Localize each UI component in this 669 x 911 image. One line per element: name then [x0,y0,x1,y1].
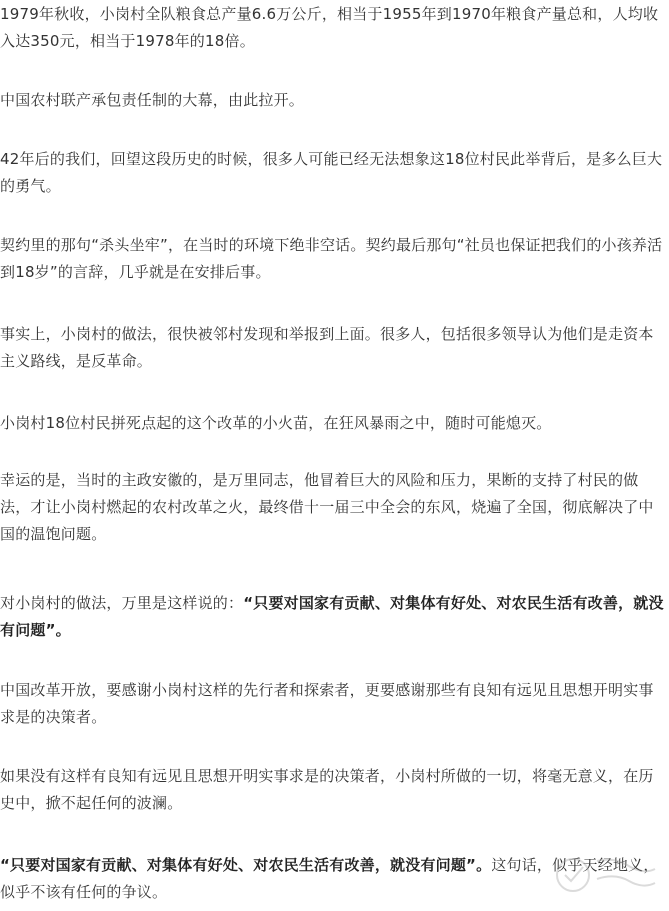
paragraph-5-text: 事实上，小岗村的做法，很快被邻村发现和举报到上面。很多人，包括很多领导认为他们是走资本主义路线，是反革命。 [0,325,654,370]
paragraph-3 [0,146,664,200]
paragraph-2 [0,87,664,114]
paragraph-11-quote: “只要对国家有贡献、对集体有好处、对农民生活有改善，就没有问题”。 [0,856,492,874]
paragraph-1-text: 1979年秋收，小岗村全队粮食总产量6.6万公斤，相当于1955年到1970年粮食产量总和，人均收入达350元，相当于1978年的18倍。 [0,5,659,50]
paragraph-9 [0,677,664,731]
paragraph-11-text: 这句话，似乎天经地义，似乎不该有任何的争议。 [0,856,659,901]
paragraph-6 [0,410,664,437]
paragraph-3-text: 42年后的我们，回望这段历史的时候，很多人可能已经无法想象这18位村民此举背后，是多么巨大的勇气。 [0,150,663,195]
paragraph-7-text: 幸运的是，当时的主政安徽的，是万里同志，他冒着巨大的风险和压力，果断的支持了村民的做法，才让小岗村燃起的农村改革之火，最终借十一届三中全会的东风，烧遍了全国，彻底解决了中国的温饱问题。 [0,471,654,543]
paragraph-8-quote: “只要对国家有贡献、对集体有好处、对农民生活有改善，就没有问题”。 [0,594,664,639]
paragraph-8 [0,590,664,644]
paragraph-10 [0,763,664,817]
paragraph-8-text: 对小岗村的做法，万里是这样说的： [0,594,244,612]
paragraph-5 [0,321,664,375]
paragraph-2-text: 中国农村联产承包责任制的大幕，由此拉开。 [0,91,305,109]
paragraph-7 [0,467,664,548]
paragraph-4-text: 契约里的那句“杀头坐牢”，在当时的环境下绝非空话。契约最后那句“社员也保证把我们的小孩养活到18岁”的言辞，几乎就是在安排后事。 [0,236,663,281]
site-logo-watermark-icon [543,847,663,907]
paragraph-1 [0,1,664,55]
paragraph-10-text: 如果没有这样有良知有远见且思想开明实事求是的决策者，小岗村所做的一切，将毫无意义，在历史中，掀不起任何的波澜。 [0,767,654,812]
paragraph-6-text: 小岗村18位村民拼死点起的这个改革的小火苗，在狂风暴雨之中，随时可能熄灭。 [0,414,552,432]
paragraph-9-text: 中国改革开放，要感谢小岗村这样的先行者和探索者，更要感谢那些有良知有远见且思想开明实事求是的决策者。 [0,681,654,726]
paragraph-4 [0,232,664,286]
